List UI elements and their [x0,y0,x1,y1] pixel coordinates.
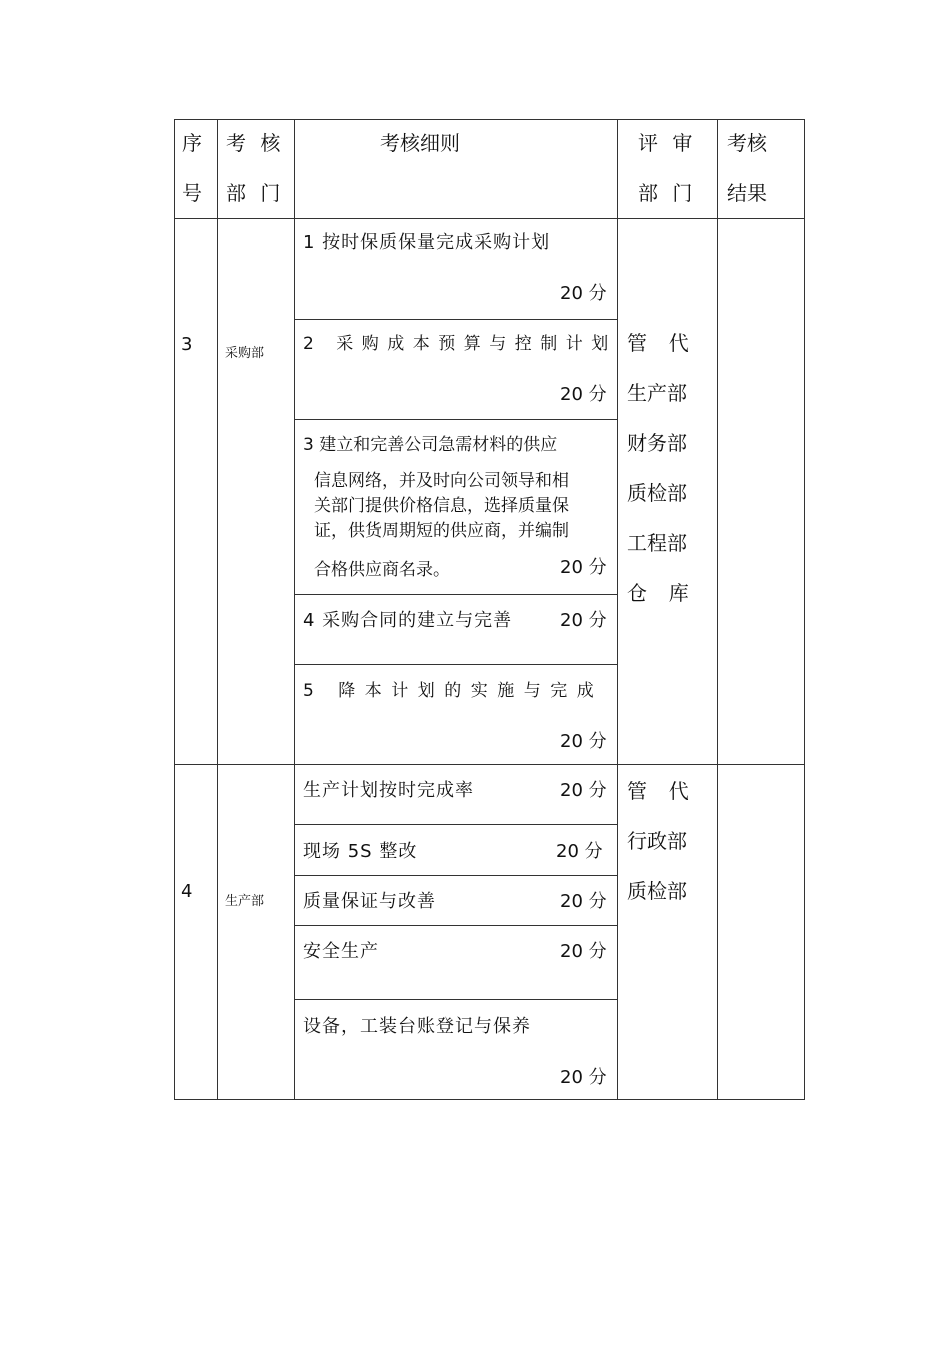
item-text: 1 按时保质保量完成采购计划 [303,232,551,253]
item-text: 设备，工装台账登记与保养 [303,1016,531,1037]
item-text: 质量保证与改善 [303,891,436,912]
reviewer: 管 代 [627,331,692,355]
reviewer: 仓 库 [627,581,692,605]
column-divider [294,119,295,1100]
item-score: 20 分 [560,1067,607,1088]
row-divider [174,764,805,765]
table-border-left [174,119,175,1100]
header-seq-bottom: 号 [182,181,202,205]
item-divider [295,925,617,926]
header-seq-top: 序 [182,131,202,155]
item-divider [295,999,617,1000]
header-review-bottom: 部 门 [638,181,693,205]
row-dept: 生产部 [225,894,265,909]
item-divider [295,594,617,595]
reviewer: 质检部 [627,481,687,505]
item-text: 3 建立和完善公司急需材料的供应 [303,435,558,455]
reviewer: 行政部 [627,829,687,853]
item-divider [295,824,617,825]
item-score: 20 分 [560,283,607,304]
item-text: 2 采购成本预算与控制计划 [303,334,617,354]
item-text-line: 证，供货周期短的供应商，并编制 [314,521,569,541]
item-divider [295,319,617,320]
item-text: 生产计划按时完成率 [303,780,474,801]
column-divider [717,119,718,1100]
item-text-line: 合格供应商名录。 [314,560,450,580]
item-text: 5 降本计划的实施与完成 [303,681,604,701]
item-divider [295,875,617,876]
row-seq: 4 [181,881,193,902]
item-score: 20 分 [560,941,607,962]
item-score: 20 分 [560,891,607,912]
header-divider [174,218,805,219]
item-score: 20 分 [560,384,607,405]
reviewer: 质检部 [627,879,687,903]
item-score: 20 分 [556,841,603,862]
reviewer: 工程部 [627,531,687,555]
item-text-line: 关部门提供价格信息，选择质量保 [314,496,569,516]
column-divider [217,119,218,1100]
reviewer: 生产部 [627,381,687,405]
header-result-top: 考核 [727,131,767,155]
item-divider [295,419,617,420]
item-score: 20 分 [560,731,607,752]
item-score: 20 分 [560,557,607,578]
item-text-line: 信息网络，并及时向公司领导和相 [314,471,569,491]
header-review-top: 评 审 [638,131,693,155]
item-score: 20 分 [560,780,607,801]
table-border-right [804,119,805,1100]
item-score: 20 分 [560,610,607,631]
table-border-top [174,119,805,120]
header-dept-bottom: 部 门 [226,181,281,205]
column-divider [617,119,618,1100]
item-divider [295,664,617,665]
item-text: 安全生产 [303,941,379,962]
row-seq: 3 [181,334,193,355]
row-dept: 采购部 [225,346,265,361]
header-result-bottom: 结果 [727,181,767,205]
item-text: 现场 5S 整改 [303,841,418,862]
reviewer: 财务部 [627,431,687,455]
header-rules: 考核细则 [380,131,460,155]
table-border-bottom [174,1099,805,1100]
header-dept-top: 考 核 [226,131,281,155]
item-text: 4 采购合同的建立与完善 [303,610,513,631]
reviewer: 管 代 [627,779,692,803]
